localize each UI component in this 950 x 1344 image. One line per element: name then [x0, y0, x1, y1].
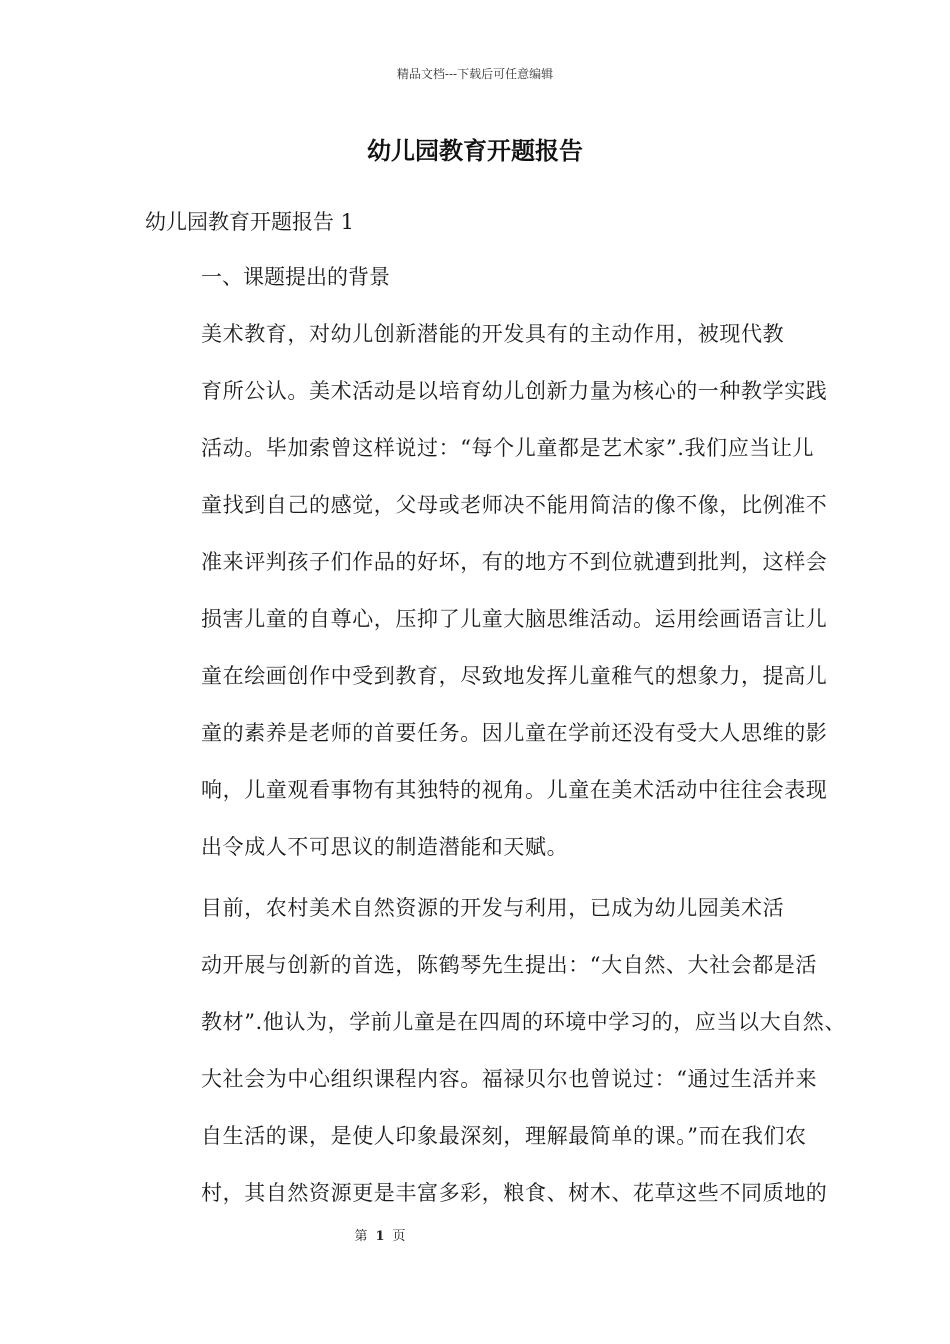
section-heading: 一、课题提出的背景	[201, 265, 390, 289]
page-header: 精品文档---下载后可任意编辑	[396, 67, 554, 81]
page-footer	[0, 1228, 760, 1246]
paragraph-line: 童在绘画创作中受到教育，尽致地发挥儿童稚气的想象力，提高儿	[201, 664, 828, 688]
paragraph-line: 育所公认。美术活动是以培育幼儿创新力量为核心的一种教学实践	[201, 379, 828, 403]
paragraph-line: 大社会为中心组织课程内容。福禄贝尔也曾说过：“通过生活并来	[201, 1067, 818, 1091]
document-subtitle: 幼儿园教育开题报告 1	[145, 210, 355, 234]
paragraph-line: 自生活的课，是使人印象最深刻，理解最简单的课。”而在我们农	[201, 1124, 807, 1148]
paragraph-line: 准来评判孩子们作品的好坏，有的地方不到位就遭到批判，这样会	[201, 550, 828, 574]
paragraph-line: 动开展与创新的首选，陈鹤琴先生提出：“大自然、大社会都是活	[201, 953, 818, 977]
paragraph-line: 出令成人不可思议的制造潜能和天赋。	[201, 835, 569, 859]
page-number: 1	[375, 1229, 385, 1244]
paragraph	[145, 880, 847, 1222]
paragraph-line: 童找到自己的感觉，父母或老师决不能用简洁的像不像，比例准不	[201, 493, 828, 517]
page-number-suffix: 页	[392, 1229, 406, 1244]
paragraph-line: 教材”.他认为，学前儿童是在四周的环境中学习的，应当以大自然、	[201, 1010, 847, 1034]
page-number-prefix: 第	[354, 1229, 368, 1244]
paragraph-line: 美术教育，对幼儿创新潜能的开发具有的主动作用，被现代教	[201, 322, 785, 346]
paragraph-line: 损害儿童的自尊心，压抑了儿童大脑思维活动。运用绘画语言让儿	[201, 607, 828, 631]
paragraph-line: 目前，农村美术自然资源的开发与利用，已成为幼儿园美术活	[201, 896, 785, 920]
paragraph-line: 响，儿童观看事物有其独特的视角。儿童在美术活动中往往会表现	[201, 778, 828, 802]
paragraph-line: 童的素养是老师的首要任务。因儿童在学前还没有受大人思维的影	[201, 721, 828, 745]
document-title: 幼儿园教育开题报告	[367, 136, 583, 165]
paragraph-line: 活动。毕加索曾这样说过：“每个儿童都是艺术家”.我们应当让儿	[201, 436, 815, 460]
paragraph	[145, 306, 828, 876]
paragraph-line: 村，其自然资源更是丰富多彩，粮食、树木、花草这些不同质地的	[201, 1181, 828, 1205]
